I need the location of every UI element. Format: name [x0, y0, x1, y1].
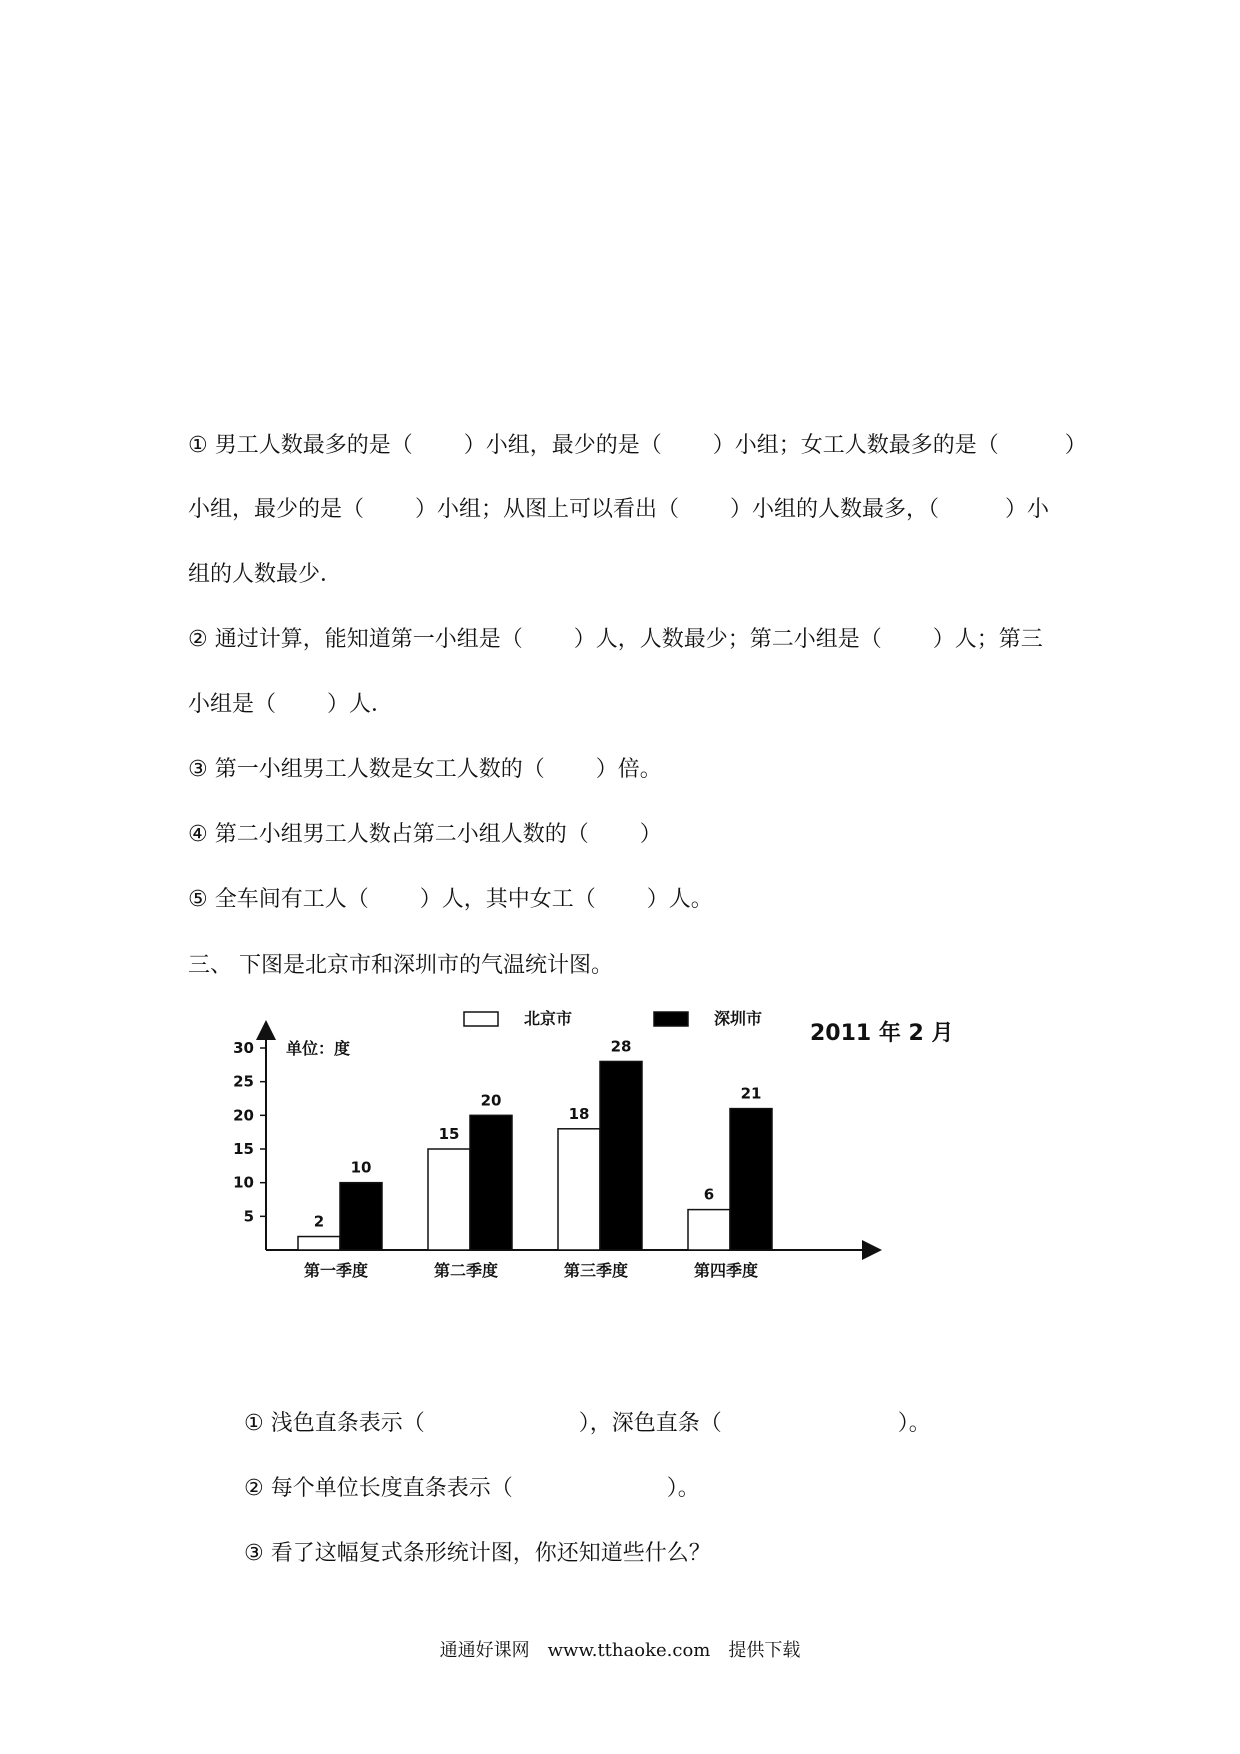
bar-value-label: 2 — [313, 1212, 325, 1231]
x-category-label: 第三季度 — [563, 1261, 629, 1280]
question-line: 组的人数最少． — [188, 562, 343, 587]
question-line: ③ 第一小组男工人数是女工人数的（ ）倍。 — [188, 757, 662, 782]
y-tick-label: 20 — [233, 1106, 254, 1125]
bar-shenzhen — [600, 1061, 642, 1250]
y-tick-label: 10 — [233, 1173, 254, 1192]
x-category-label: 第四季度 — [693, 1261, 759, 1280]
bar-beijing — [298, 1237, 340, 1250]
bar-value-label: 21 — [740, 1084, 762, 1103]
y-tick-label: 15 — [233, 1140, 254, 1158]
bar-beijing — [428, 1149, 470, 1250]
x-category-label: 第二季度 — [433, 1261, 499, 1280]
y-tick-label: 5 — [243, 1207, 254, 1226]
y-axis-label: 单位：度 — [286, 1039, 351, 1058]
legend-label-shenzhen: 深圳市 — [714, 1009, 763, 1028]
chart-bars — [298, 1061, 772, 1250]
chart-legend — [464, 1009, 762, 1028]
bar-value-label: 28 — [610, 1037, 632, 1056]
bar-value-label: 15 — [438, 1125, 460, 1143]
question-line: ② 通过计算，能知道第一小组是（ ）人，人数最少；第二小组是（ ）人；第三 — [188, 627, 1043, 652]
bar-shenzhen — [730, 1109, 772, 1250]
bar-value-label: 18 — [568, 1104, 590, 1123]
question-line: 小组，最少的是（ ）小组；从图上可以看出（ ）小组的人数最多，（ ）小 — [188, 497, 1049, 522]
temperature-bar-chart — [220, 1000, 980, 1300]
x-category-label: 第一季度 — [303, 1261, 369, 1280]
section-3-title: 三、 下图是北京市和深圳市的气温统计图。 — [188, 953, 613, 978]
y-tick-label: 30 — [233, 1039, 254, 1057]
bar-value-label: 20 — [480, 1091, 502, 1110]
bar-shenzhen — [340, 1183, 382, 1250]
question-line: ① 男工人数最多的是（ ）小组，最少的是（ ）小组；女工人数最多的是（ ） — [188, 433, 1087, 458]
bar-beijing — [558, 1129, 600, 1250]
bar-value-label: 10 — [350, 1158, 372, 1177]
legend-swatch-beijing — [464, 1012, 498, 1026]
question-line: ② 每个单位长度直条表示（ ）。 — [244, 1476, 700, 1501]
chart-title: 2011 年 2 月 — [810, 1021, 954, 1046]
legend-label-beijing: 北京市 — [524, 1009, 573, 1028]
question-line: ④ 第二小组男工人数占第二小组人数的（ ） — [188, 822, 662, 847]
y-tick-label: 25 — [233, 1072, 254, 1091]
question-line: ③ 看了这幅复式条形统计图，你还知道些什么？ — [244, 1541, 711, 1566]
question-line: 小组是（ ）人． — [188, 692, 393, 717]
question-line: ① 浅色直条表示（ ），深色直条（ ）。 — [244, 1411, 931, 1436]
bar-shenzhen — [470, 1115, 512, 1250]
page-footer: 通通好课网 www.tthaoke.com 提供下载 — [439, 1640, 801, 1661]
question-line: ⑤ 全车间有工人（ ）人，其中女工（ ）人。 — [188, 887, 713, 912]
bar-beijing — [688, 1210, 730, 1250]
legend-swatch-shenzhen — [654, 1012, 688, 1026]
bar-value-label: 6 — [703, 1185, 715, 1204]
